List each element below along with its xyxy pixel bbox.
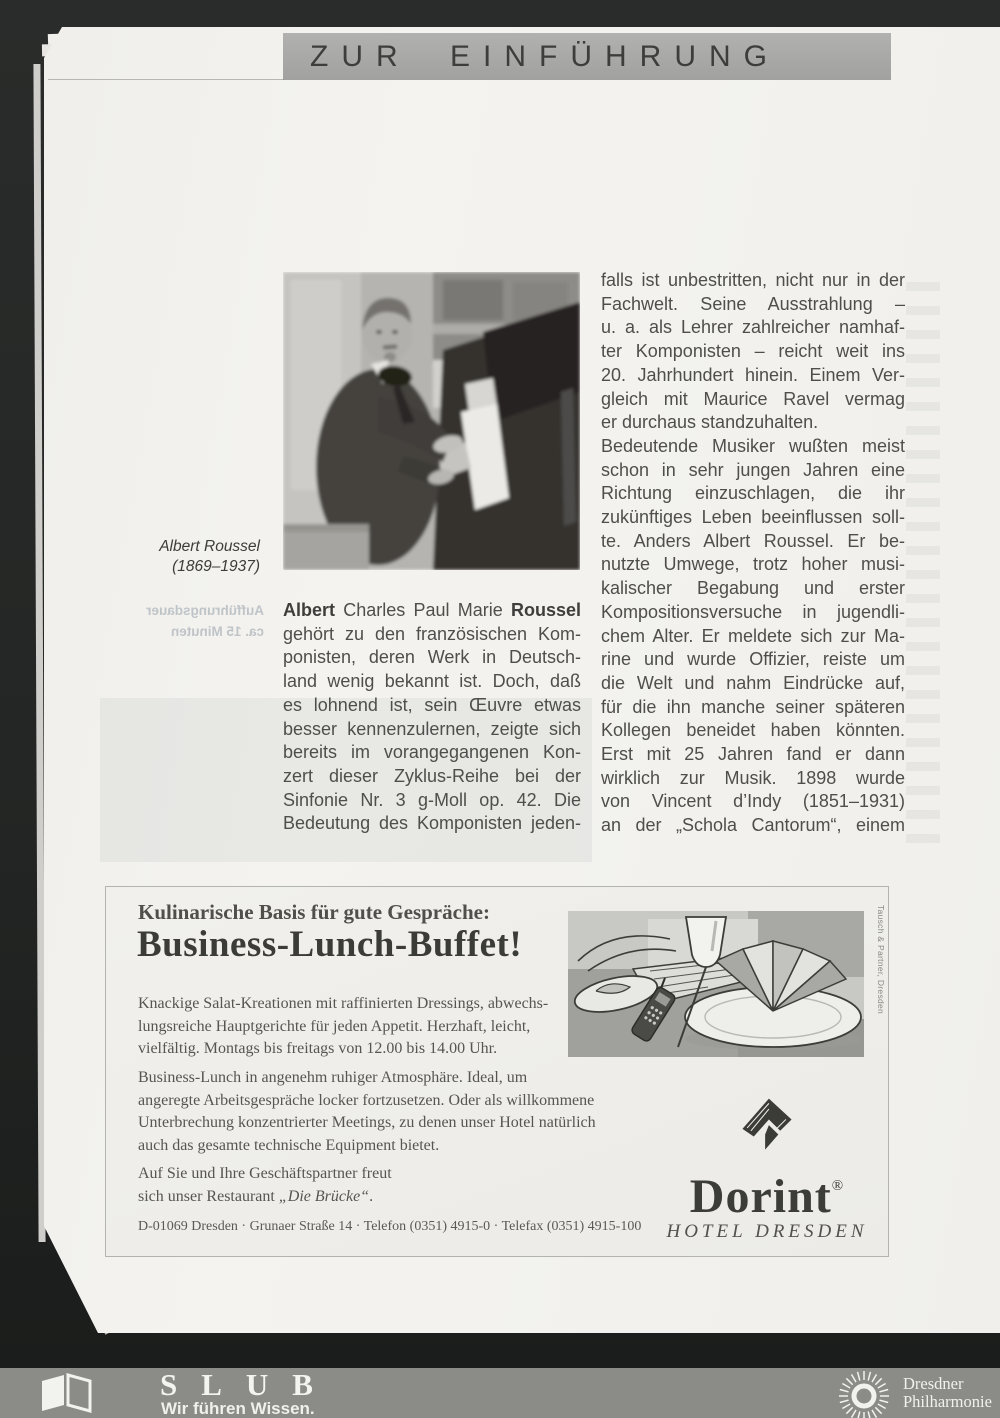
slub-wordmark: SLUB — [160, 1367, 337, 1402]
ad-kicker: Kulinarische Basis für gute Gespräche: — [138, 900, 490, 924]
section-title: ZUR EINFÜHRUNG — [310, 39, 780, 73]
dorint-logo — [642, 1093, 892, 1243]
roussel-piano-photo — [283, 272, 580, 570]
philharmonie-sunburst-icon — [834, 1366, 894, 1418]
restaurant-name: „Die Brücke“ — [278, 1187, 370, 1205]
table-setting-sketch — [558, 899, 876, 1067]
photo-caption — [108, 537, 260, 577]
dorint-wordmark: Dorint® — [689, 1170, 845, 1223]
intro-middle: Charles Paul Marie — [343, 600, 503, 620]
article-left-column — [283, 599, 581, 836]
slub-tagline: Wir führen Wissen. — [161, 1399, 315, 1418]
page-stack-edge — [33, 64, 45, 1242]
ad-paragraph-3 — [138, 1163, 558, 1208]
viewer-footer-bar — [0, 1368, 1000, 1418]
ad-paragraph-1: Knackige Salat-Kreationen mit raffinierten Dressings, abwechs- lungsreiche Hauptgerichte für jeden Appetit. Herzhaft, leicht, vielfältig. Montags bis freitags von 12.00 bis 14.00 Uhr. — [138, 995, 549, 1057]
ad-p3-line2: sich unser Restaurant „Die Brücke“. — [138, 1187, 374, 1205]
registered-mark: ® — [831, 1178, 845, 1194]
intro-bold-last: Roussel — [510, 600, 581, 620]
intro-bold-first: Albert — [283, 600, 336, 620]
section-header-band — [283, 33, 891, 80]
philharmonie-wordmark: Dresdner Philharmonie — [903, 1374, 992, 1411]
ad-p3-line1: Auf Sie und Ihre Geschäftspartner freut — [138, 1165, 392, 1182]
dorint-subtitle: HOTEL DRESDEN — [666, 1221, 868, 1242]
ad-agency-credit: Tausch & Partner, Dresden — [876, 905, 886, 1015]
ad-address-line: D-01069 Dresden · Grunaer Straße 14 · Telefon (0351) 4915-0 · Telefax (0351) 4915-100 — [138, 1219, 642, 1234]
article-intro-line — [283, 599, 581, 623]
dorint-arrow-icon — [736, 1093, 798, 1161]
bleed-through-margin — [906, 282, 940, 857]
caption-dates: (1869–1937) — [172, 558, 260, 575]
scan-artifact-line — [48, 79, 284, 80]
slub-book-icon — [38, 1372, 94, 1414]
ad-paragraph-2: Business-Lunch in angenehm ruhiger Atmosphäre. Ideal, um angeregte Arbeitsgespräche locker fortzusetzen. Oder als willkommene Unterbrechung konzentrierter Meetings, zu denen unser Hotel natürlich auch das gesamte technische Equipment bietet. — [138, 1069, 596, 1154]
bleed-through-text: Aufführungsdauer ca. 15 Minuten — [146, 603, 264, 639]
photo-illustration — [283, 272, 580, 570]
caption-name: Albert Roussel — [159, 538, 260, 555]
ad-illustration — [558, 899, 876, 1067]
article-right-column: falls ist unbestritten, nicht nur in der Fachwelt. Seine Ausstrahlung – u. a. als Lehrer zahlreicher namhaf- ter Komponisten – reicht weit ins 20. Jahrhundert hinein. Einem Ver- gleich mit Maurice Ravel vermag er durchaus standzuhalten. Bedeutende Musiker wußten meist schon in sehr jungen Jahren eine Richtung einzuschlagen, die ihr zukünftiges Leben beeinflussen soll- te. Anders Albert Roussel. Er be- nutzte Umwege, trotz hoher musi- kalischer Begabung und erster Kompositionsversuche in jugendli- chem Alter. Er meldete sich zur Ma- rine und wurde Offizier, reiste um die Welt und nahm Eindrücke auf, für die ihn manche seiner späteren Kollegen beneidet haben könnten. Erst mit 25 Jahren fand er dann wirklich zur Musik. 1898 wurde von Vincent d’Indy (1851–1931) an der „Schola Cantorum“, einem — [601, 270, 905, 836]
ad-headline: Business-Lunch-Buffet! — [137, 924, 523, 965]
article-left-lines: gehört zu den französischen Kom- ponisten, deren Werk in Deutsch- land wenig bekannt ist. Doch, daß es lohnend ist, sein Œuvre etwas besser kennenzulernen, zeigte sich bereits im vorangegangenen Kon- zert dieser Zyklus-Reihe bei der Sinfonie Nr. 3 g-Moll op. 42. Die Bedeutung des Komponisten jeden- — [283, 623, 581, 834]
hotel-advertisement — [105, 886, 889, 1257]
